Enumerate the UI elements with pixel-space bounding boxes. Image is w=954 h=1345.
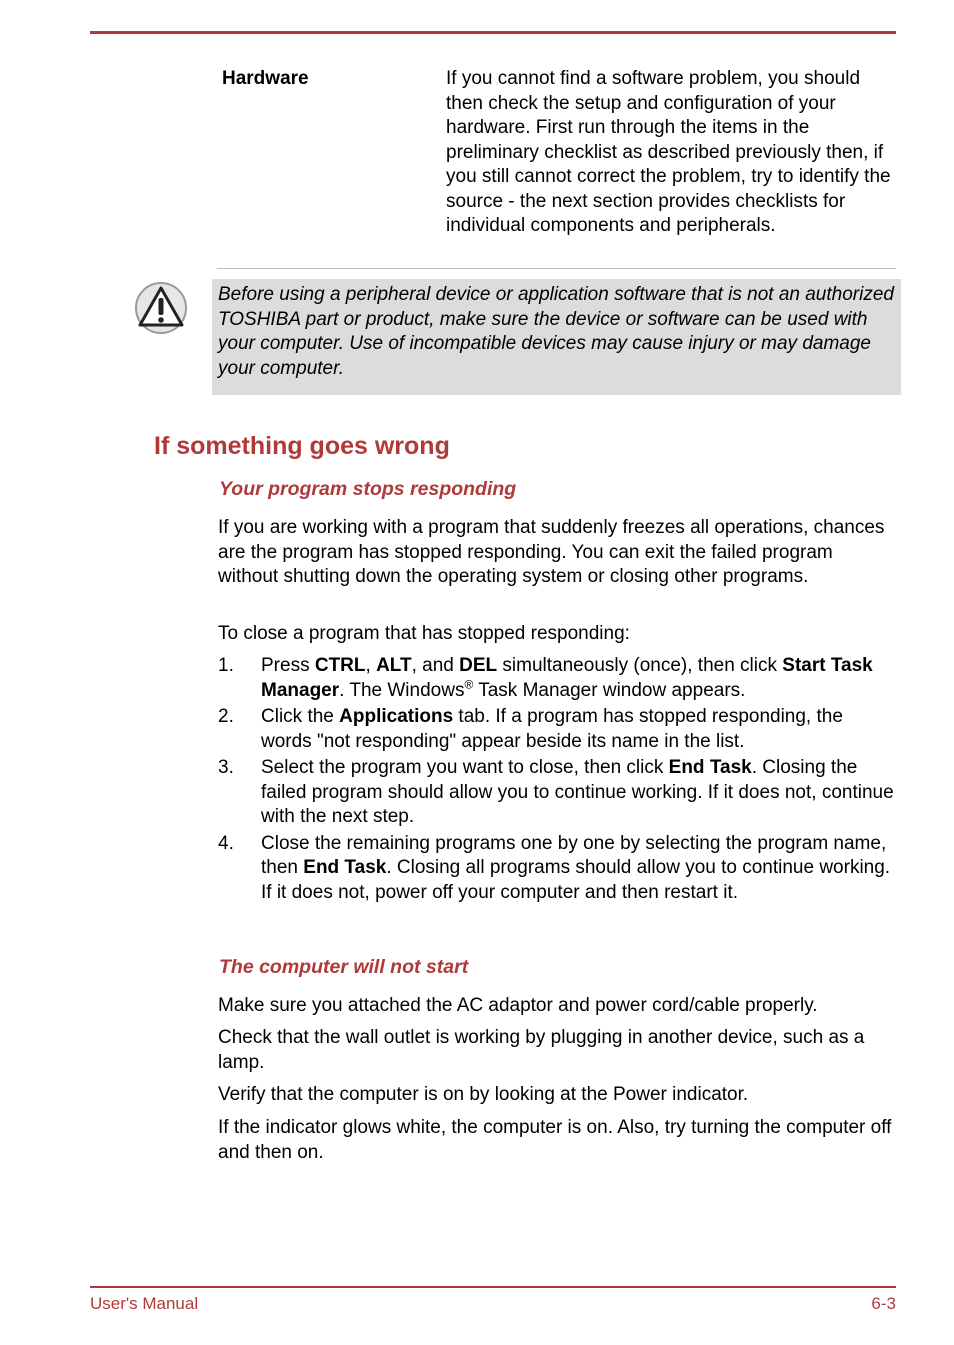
list-item xyxy=(218,705,898,754)
paragraph: Make sure you attached the AC adaptor and power cord/cable properly. xyxy=(218,995,818,1016)
start-task-manager-label: Start Task Manager xyxy=(261,655,873,701)
step-text: simultaneously (once), then click xyxy=(497,655,783,676)
step-number: 1. xyxy=(218,655,234,676)
warning-text: Before using a peripheral device or application software that is not an authorized TOSHIBA part or product, make sure the device or software can be used with your computer. Use of incompatible devices may cause injury or may damage your computer. xyxy=(218,284,894,379)
step-number: 2. xyxy=(218,706,234,727)
footer-manual-title: User's Manual xyxy=(90,1294,199,1313)
step-text: Close the remaining programs one by one by selecting the program name, then xyxy=(261,832,887,878)
step-text: Press xyxy=(261,655,315,676)
registered-mark: ® xyxy=(464,677,474,692)
applications-label: Applications xyxy=(339,706,454,727)
intro-paragraph: If you are working with a program that suddenly freezes all operations, chances are the program has stopped responding. You can exit the failed program without shutting down the operating system or closing other programs. xyxy=(218,517,885,587)
list-item xyxy=(218,756,898,830)
key-alt: ALT xyxy=(376,655,412,676)
list-item xyxy=(218,832,898,906)
end-task-label: End Task xyxy=(303,857,387,878)
warning-triangle-icon xyxy=(134,281,188,335)
step-text: . The Windows xyxy=(339,679,465,701)
warning-note xyxy=(212,279,901,395)
subheading-not-start: The computer will not start xyxy=(219,956,469,978)
step-text: Select the program you want to close, then click xyxy=(261,757,669,778)
step-number: 3. xyxy=(218,757,234,778)
key-del: DEL xyxy=(459,655,498,676)
section-title: If something goes wrong xyxy=(154,432,450,460)
hardware-description: If you cannot find a software problem, you should then check the setup and configuration of your hardware. First run through the items in the preliminary checklist as described previously then, if you still cannot correct the problem, try to identify the source - the next section provides checklists for individual components and peripherals. xyxy=(446,68,891,236)
header-rule xyxy=(90,31,896,34)
steps-list xyxy=(218,654,898,907)
lead-paragraph: To close a program that has stopped responding: xyxy=(218,623,630,644)
step-text: . Closing the failed program should allow you to continue working. If it does not, continue with the next step. xyxy=(261,757,894,827)
list-item xyxy=(218,654,898,703)
step-number: 4. xyxy=(218,832,234,854)
table-divider xyxy=(217,268,896,269)
paragraph: If the indicator glows white, the computer is on. Also, try turning the computer off and then on. xyxy=(218,1117,892,1163)
footer-rule xyxy=(90,1286,896,1288)
paragraph: Check that the wall outlet is working by plugging in another device, such as a lamp. xyxy=(218,1027,865,1073)
page-number: 6-3 xyxy=(871,1294,896,1313)
step-text: Click the xyxy=(261,706,340,727)
key-ctrl: CTRL xyxy=(314,655,366,676)
step-text: tab. If a program has stopped responding, the words "not responding" appear beside its name in the list. xyxy=(261,706,843,752)
step-text: . Closing all programs should allow you to continue working. If it does not, power off your computer and then restart it. xyxy=(261,857,891,903)
hardware-term: Hardware xyxy=(222,68,309,89)
step-text: Task Manager window appears. xyxy=(473,679,746,701)
paragraph: Verify that the computer is on by looking at the Power indicator. xyxy=(218,1084,749,1105)
end-task-label: End Task xyxy=(668,757,752,778)
subheading-program-stops: Your program stops responding xyxy=(219,478,517,500)
step-text: , xyxy=(365,655,377,676)
step-text: , and xyxy=(411,655,460,676)
